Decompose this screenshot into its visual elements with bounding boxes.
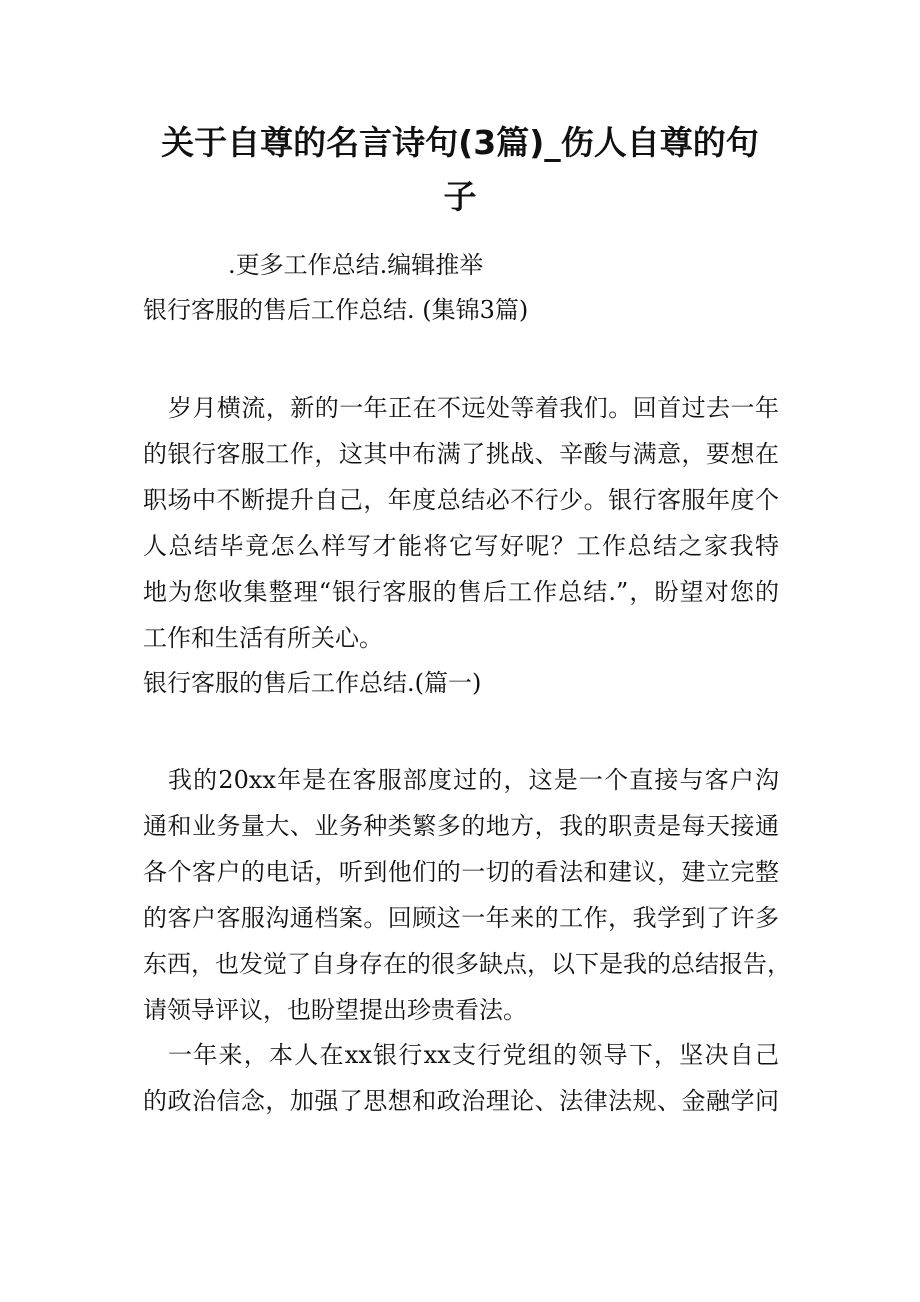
intro-line: 的银行客服工作，这其中布满了挑战、辛酸与满意，要想在 bbox=[143, 440, 779, 468]
document-title-line-1: 关于自尊的名言诗句(3篇)_伤人自尊的句 bbox=[161, 123, 759, 162]
paragraph-line: 一年来，本人在xx银行xx支行党组的领导下，坚决自己 bbox=[168, 1041, 779, 1069]
intro-line: 地为您收集整理“银行客服的售后工作总结.”，盼望对您的 bbox=[143, 578, 779, 606]
paragraph-line: 请领导评议，也盼望提出珍贵看法。 bbox=[143, 996, 527, 1024]
document-title-line-2: 子 bbox=[443, 177, 477, 216]
section-heading: 银行客服的售后工作总结.(篇一) bbox=[143, 669, 482, 697]
paragraph-line: 东西，也发觉了自身存在的很多缺点，以下是我的总结报告， bbox=[143, 950, 791, 978]
intro-line: 工作和生活有所关心。 bbox=[143, 624, 383, 652]
intro-line: 人总结毕竟怎么样写才能将它写好呢？工作总结之家我特 bbox=[143, 532, 779, 560]
paragraph-line: 我的20xx年是在客服部度过的，这是一个直接与客户沟 bbox=[168, 766, 779, 794]
paragraph-line: 的政治信念，加强了思想和政治理论、法律法规、金融学问 bbox=[143, 1087, 779, 1115]
paragraph-line: 的客户客服沟通档案。回顾这一年来的工作，我学到了许多 bbox=[143, 904, 779, 932]
paragraph-line: 各个客户的电话，听到他们的一切的看法和建议，建立完整 bbox=[143, 858, 779, 886]
intro-line: 职场中不断提升自己，年度总结必不行少。银行客服年度个 bbox=[143, 486, 779, 514]
recommend-line: .更多工作总结.编辑推举 bbox=[228, 251, 484, 279]
paragraph-line: 通和业务量大、业务种类繁多的地方，我的职责是每天接通 bbox=[143, 812, 779, 840]
collection-title: 银行客服的售后工作总结. (集锦3篇) bbox=[143, 296, 529, 324]
intro-line: 岁月横流，新的一年正在不远处等着我们。回首过去一年 bbox=[168, 394, 779, 422]
